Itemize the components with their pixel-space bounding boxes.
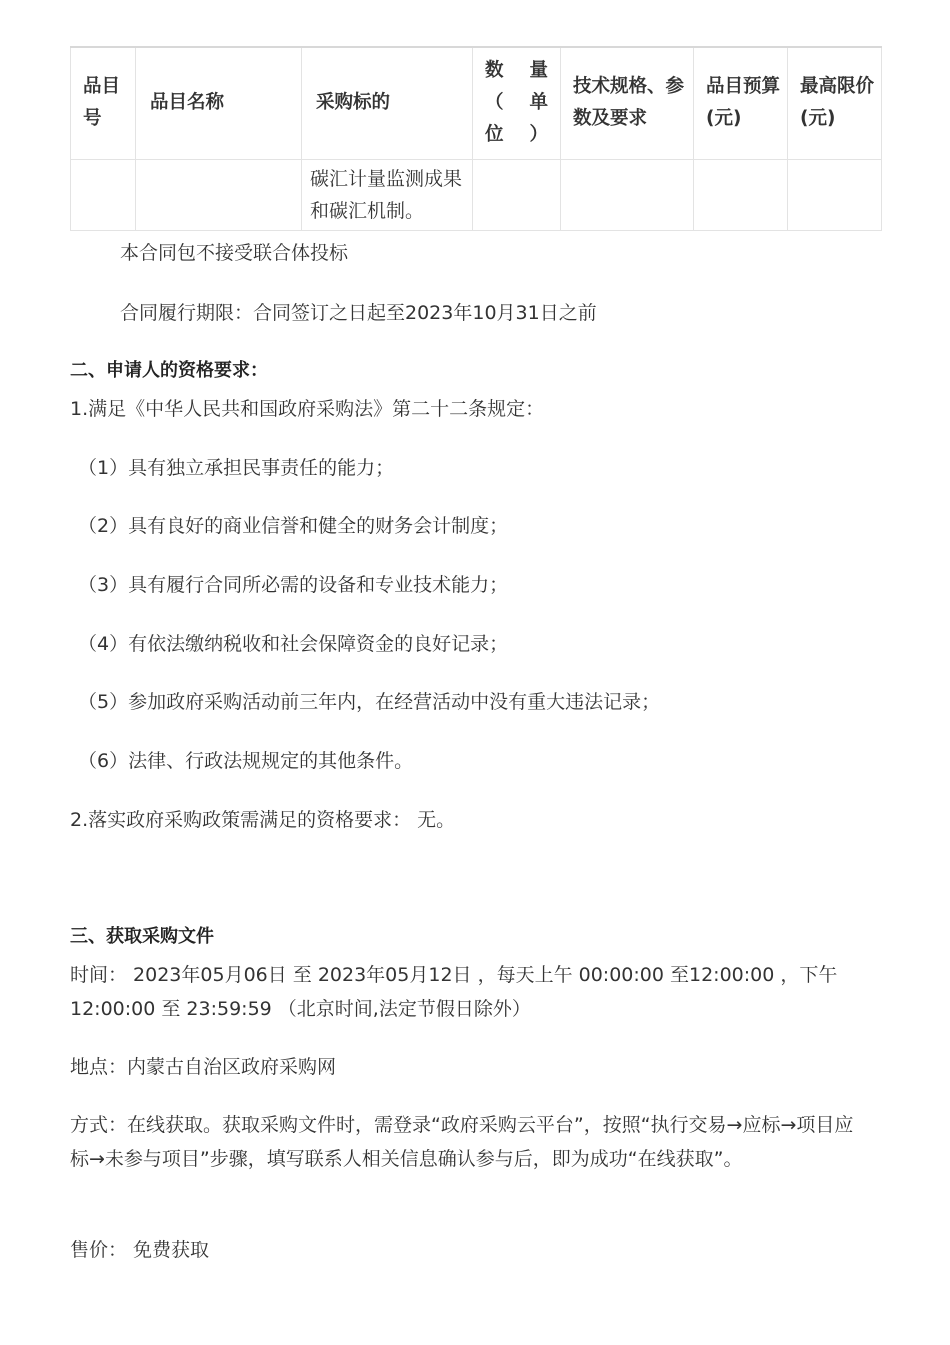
cell-item-name [136,159,302,230]
requirement-item-3: （3）具有履行合同所必需的设备和专业技术能力； [78,574,509,596]
header-quantity: 数量（单位） [473,47,561,159]
table-header-row [71,47,882,159]
table-row [71,159,882,230]
acquire-method: 方式：在线获取。获取采购文件时，需登录“政府采购云平台”，按照“执行交易→应标→项目应标→未参与项目”步骤，填写联系人相关信息确认参与后，即为成功“在线获取”。 [70,1114,854,1170]
acquire-price: 售价： 免费获取 [70,1239,210,1261]
requirement-item-1: （1）具有独立承担民事责任的能力； [78,457,395,479]
cell-spec [561,159,694,230]
cell-quantity [473,159,561,230]
header-item-name: 品目名称 [136,47,302,159]
cell-target: 碳汇计量监测成果和碳汇机制。 [302,159,473,230]
requirement-item-6: （6）法律、行政法规规定的其他条件。 [78,750,414,772]
requirement-item-5: （5）参加政府采购活动前三年内，在经营活动中没有重大违法记录； [78,691,661,713]
requirement-1: 1.满足《中华人民共和国政府采购法》第二十二条规定： [70,398,545,420]
header-budget: 品目预算(元) [694,47,788,159]
acquire-time: 时间： 2023年05月06日 至 2023年05月12日 ，每天上午 00:00:00 至12:00:00 ，下午 12:00:00 至 23:59:59 （北京时间,法定节假日除外） [70,964,838,1020]
header-target: 采购标的 [302,47,473,159]
header-item-no: 品目号 [71,47,136,159]
header-spec: 技术规格、参数及要求 [561,47,694,159]
requirement-item-2: （2）具有良好的商业信誉和健全的财务会计制度； [78,515,509,537]
cell-max-price [788,159,882,230]
cell-budget [694,159,788,230]
acquire-heading: 三、获取采购文件 [70,926,214,947]
qualification-heading: 二、申请人的资格要求： [70,360,268,381]
performance-period: 合同履行期限：合同签订之日起至2023年10月31日之前 [120,302,597,324]
cell-item-no [71,159,136,230]
header-max-price: 最高限价(元) [788,47,882,159]
acquire-place: 地点：内蒙古自治区政府采购网 [70,1056,337,1078]
requirement-item-4: （4）有依法缴纳税收和社会保障资金的良好记录； [78,633,509,655]
procurement-items-table [70,46,882,231]
no-consortium-note: 本合同包不接受联合体投标 [120,242,349,264]
requirement-2: 2.落实政府采购政策需满足的资格要求： 无。 [70,809,456,831]
